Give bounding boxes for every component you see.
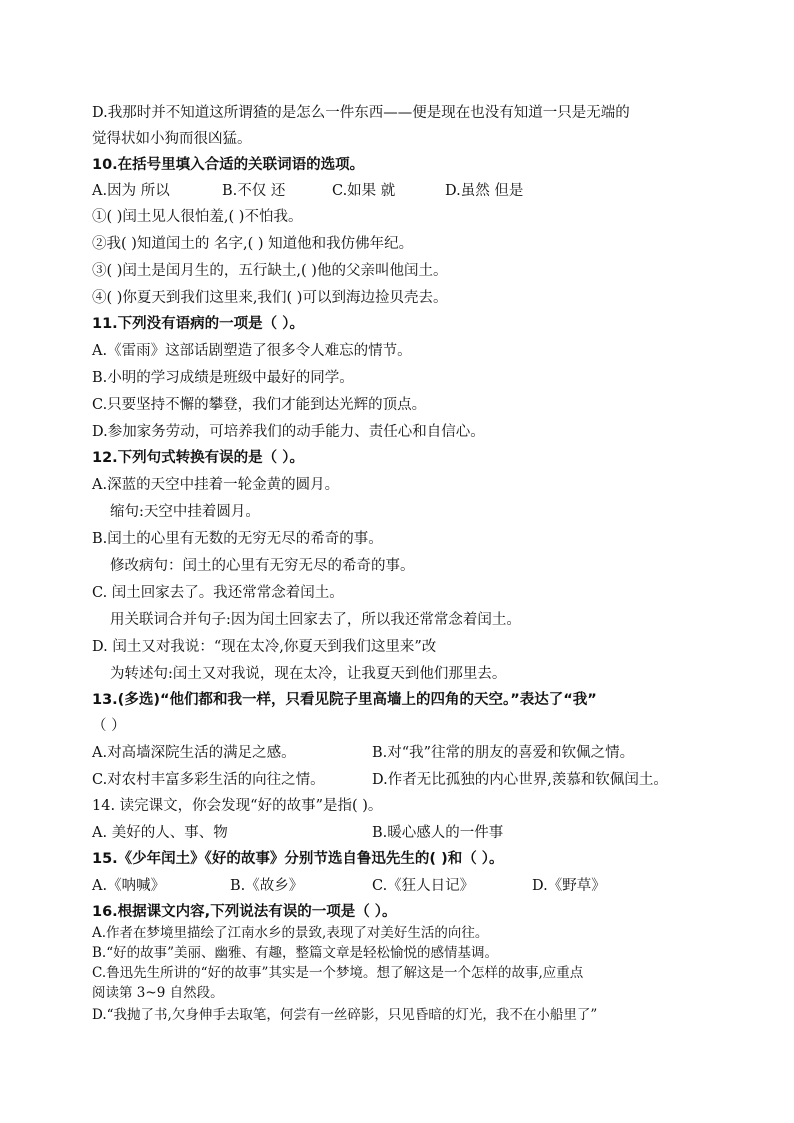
q10-item-4: ④( )你夏天到我们这里来,我们( )可以到海边捡贝壳去。	[92, 290, 448, 306]
q12-line-c-answer: 用关联词合并句子:因为闰土回家去了，所以我还常常念着闰土。	[110, 612, 521, 628]
q11-title: 11.下列没有语病的一项是（ ）。	[92, 316, 304, 332]
q12-title: 12.下列句式转换有误的是（ ）。	[92, 450, 304, 466]
q13-option-b: B.对“我”往常的朋友的喜爱和钦佩之情。	[372, 745, 635, 761]
q11-option-c: C.只要坚持不懈的攀登，我们才能到达光辉的顶点。	[92, 397, 427, 413]
q15-option-b: B.《故乡》	[230, 878, 304, 894]
q9-option-d-line2: 觉得状如小狗而很凶猛。	[92, 131, 252, 147]
q16-line-c: C.鲁迅先生所讲的“好的故事”其实是一个梦境。想了解这是一个怎样的故事,应重点	[92, 965, 584, 981]
q12-line-a: A.深蓝的天空中挂着一轮金黄的圆月。	[92, 477, 340, 493]
q16-line-a: A.作者在梦境里描绘了江南水乡的景致,表现了对美好生活的向往。	[92, 925, 489, 941]
q12-line-b: B.闰土的心里有无数的无穷无尽的希奇的事。	[92, 531, 383, 547]
q13-option-d: D.作者无比孤独的内心世界,羡慕和钦佩闰土。	[372, 772, 668, 788]
q15-option-c: C.《狂人日记》	[372, 878, 475, 894]
q10-title: 10.在括号里填入合适的关联词语的选项。	[92, 157, 365, 173]
q16-title: 16.根据课文内容,下列说法有误的一项是（ ）。	[92, 904, 397, 920]
q13-title: 13.(多选)“他们都和我一样，只看见院子里高墙上的四角的天空。”表达了“我”	[92, 692, 597, 708]
q15-title: 15.《少年闰土》《好的故事》分别节选自鲁迅先生的( )和（ ）。	[92, 851, 504, 867]
q13-option-a: A.对高墙深院生活的满足之感。	[92, 745, 296, 761]
q10-option-c: C.如果 就	[332, 183, 396, 199]
q13-blank: （ ）	[92, 718, 126, 734]
q14-option-b: B.暖心感人的一件事	[372, 825, 504, 841]
q10-item-2: ②我( )知道闰土的 名字,( ) 知道他和我仿佛年纪。	[92, 236, 414, 252]
q14-title: 14. 读完课文，你会发现“好的故事”是指( )。	[92, 798, 383, 814]
q10-option-b: B.不仅 还	[222, 183, 286, 199]
q15-option-d: D.《野草》	[532, 878, 606, 894]
q12-line-b-answer: 修改病句：闰土的心里有无穷无尽的希奇的事。	[110, 558, 415, 574]
q11-option-b: B.小明的学习成绩是班级中最好的同学。	[92, 370, 354, 386]
q12-line-a-answer: 缩句:天空中挂着圆月。	[110, 504, 260, 520]
q11-option-d: D.参加家务劳动，可培养我们的动手能力、责任心和自信心。	[92, 424, 485, 440]
q16-line-d: D.“我抛了书,欠身伸手去取笔，何尝有一丝碎影，只见昏暗的灯光，我不在小船里了”	[92, 1007, 598, 1023]
q9-option-d-line1: D.我那时并不知道这所谓猹的是怎么一件东西——便是现在也没有知道一只是无端的	[92, 105, 630, 121]
q12-line-d: D. 闰土又对我说：“现在太冷,你夏天到我们这里来”改	[92, 639, 437, 655]
q12-line-d-answer: 为转述句:闰土又对我说，现在太冷，让我夏天到他们那里去。	[110, 666, 507, 682]
q11-option-a: A.《雷雨》这部话剧塑造了很多令人难忘的情节。	[92, 343, 412, 359]
q10-option-d: D.虽然 但是	[445, 183, 524, 199]
q10-option-a: A.因为 所以	[92, 183, 170, 199]
q12-line-c: C. 闰土回家去了。我还常常念着闰土。	[92, 585, 344, 601]
q10-item-3: ③( )闰土是闰月生的，五行缺土,( )他的父亲叫他闰土。	[92, 263, 448, 279]
q16-line-c-cont: 阅读第 3~9 自然段。	[92, 985, 224, 1001]
q16-line-b: B.“好的故事”美丽、幽雅、有趣，整篇文章是轻松愉悦的感情基调。	[92, 945, 499, 961]
q10-item-1: ①( )闰土见人很怕羞,( )不怕我。	[92, 209, 303, 225]
q13-option-c: C.对农村丰富多彩生活的向往之情。	[92, 772, 325, 788]
q14-option-a: A. 美好的人、事、物	[92, 825, 228, 841]
q15-option-a: A.《呐喊》	[92, 878, 166, 894]
